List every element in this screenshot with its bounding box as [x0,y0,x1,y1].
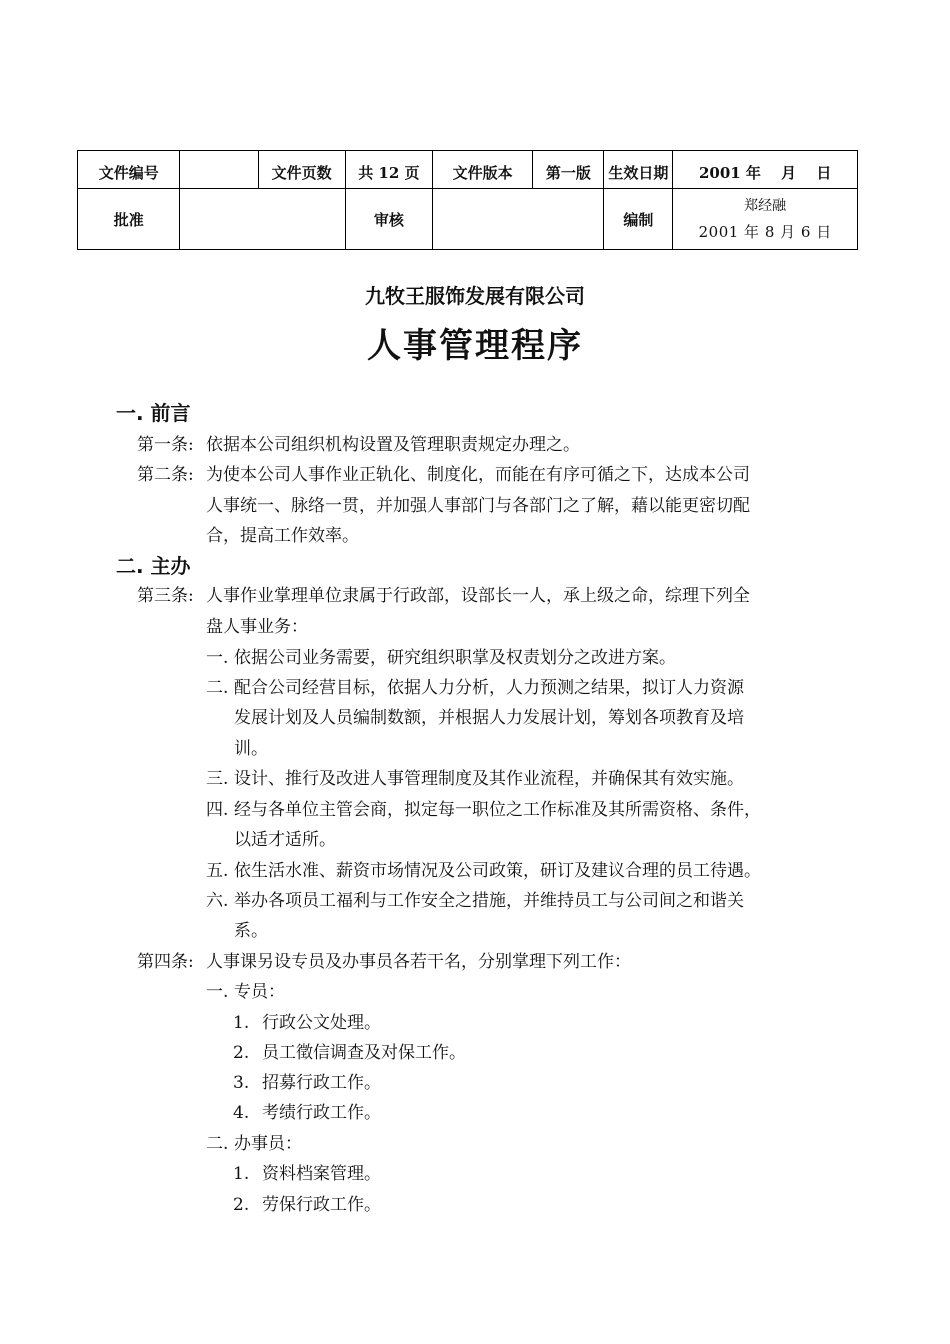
group-title: 专员： [234,982,285,1002]
numbered-item-text: 招募行政工作。 [262,1073,381,1093]
numbered-item-text: 劳保行政工作。 [262,1195,381,1215]
numbered-item-text: 员工徵信调查及对保工作。 [262,1043,466,1063]
list-item-text: 依据公司业务需要，研究组织职掌及权责划分之改进方案。 [234,648,676,668]
section-heading-2: 二. 主办 [116,554,191,578]
document-header-table [77,150,858,250]
article-2-line-1: 为使本公司人事作业正轨化、制度化，而能在有序可循之下，达成本公司 [206,465,750,485]
list-item-text: 训。 [234,739,268,759]
approve-label: 批准 [78,189,180,250]
numbered-item-number: 2. [233,1195,250,1215]
list-item-text: 依生活水准、薪资市场情况及公司政策，研订及建议合理的员工待遇。 [234,861,761,881]
version-value: 第一版 [533,151,604,189]
compiler-name: 郑经融 [744,198,787,214]
list-item-label: 六. [206,891,229,911]
article-4-label: 第四条: [137,952,194,972]
doc-no-label: 文件编号 [78,151,180,189]
compile-value [673,189,858,250]
list-item-text: 举办各项员工福利与工作安全之措施，并维持员工与公司间之和谐关 [234,891,744,911]
pages-value: 共 12 页 [345,151,432,189]
list-item-label: 三. [206,769,229,789]
list-item-text: 经与各单位主管会商，拟定每一职位之工作标准及其所需资格、条件， [234,800,761,820]
numbered-item-number: 1. [233,1013,250,1033]
group-label: 一. [206,982,229,1002]
list-item-text: 配合公司经营目标，依据人力分析，人力预测之结果，拟订人力资源 [234,678,744,698]
list-item-text: 设计、推行及改进人事管理制度及其作业流程，并确保其有效实施。 [234,769,744,789]
article-1-label: 第一条: [137,435,194,455]
list-item-text: 系。 [234,921,268,941]
numbered-item-number: 1. [233,1164,250,1184]
group-label: 二. [206,1134,229,1154]
doc-no-value [180,151,258,189]
numbered-item-number: 3. [233,1073,250,1093]
section-heading-1: 一. 前言 [116,401,191,425]
article-2-label: 第二条: [137,465,194,485]
list-item-label: 四. [206,800,229,820]
numbered-item-text: 资料档案管理。 [262,1164,381,1184]
review-label: 审核 [345,189,432,250]
numbered-item-number: 2. [233,1043,250,1063]
article-1-text: 依据本公司组织机构设置及管理职责规定办理之。 [206,435,580,455]
effective-date-value: 2001 年 月 日 [673,151,858,189]
version-label: 文件版本 [432,151,532,189]
article-3-label: 第三条: [137,586,194,606]
list-item-text: 发展计划及人员编制数额，并根据人力发展计划，筹划各项教育及培 [234,708,744,728]
pages-label: 文件页数 [258,151,345,189]
numbered-item-number: 4. [233,1103,250,1123]
compile-date: 2001 年 8 月 6 日 [698,223,832,241]
compile-label: 编制 [604,189,673,250]
document-title: 人事管理程序 [367,326,583,366]
numbered-item-text: 行政公文处理。 [262,1013,381,1033]
article-4-text: 人事课另设专员及办事员各若干名，分别掌理下列工作： [206,952,631,972]
list-item-label: 二. [206,678,229,698]
review-value [432,189,603,250]
company-name: 九牧王服饰发展有限公司 [365,284,585,308]
list-item-label: 五. [206,861,229,881]
approve-value [180,189,345,250]
article-3-line-2: 盘人事业务： [206,617,308,637]
numbered-item-text: 考绩行政工作。 [262,1103,381,1123]
list-item-text: 以适才适所。 [234,830,336,850]
article-2-line-3: 合，提高工作效率。 [206,526,359,546]
group-title: 办事员： [234,1134,302,1154]
article-3-line-1: 人事作业掌理单位隶属于行政部，设部长一人，承上级之命，综理下列全 [206,586,750,606]
effective-date-label: 生效日期 [604,151,673,189]
list-item-label: 一. [206,648,229,668]
article-2-line-2: 人事统一、脉络一贯，并加强人事部门与各部门之了解，藉以能更密切配 [206,496,750,516]
